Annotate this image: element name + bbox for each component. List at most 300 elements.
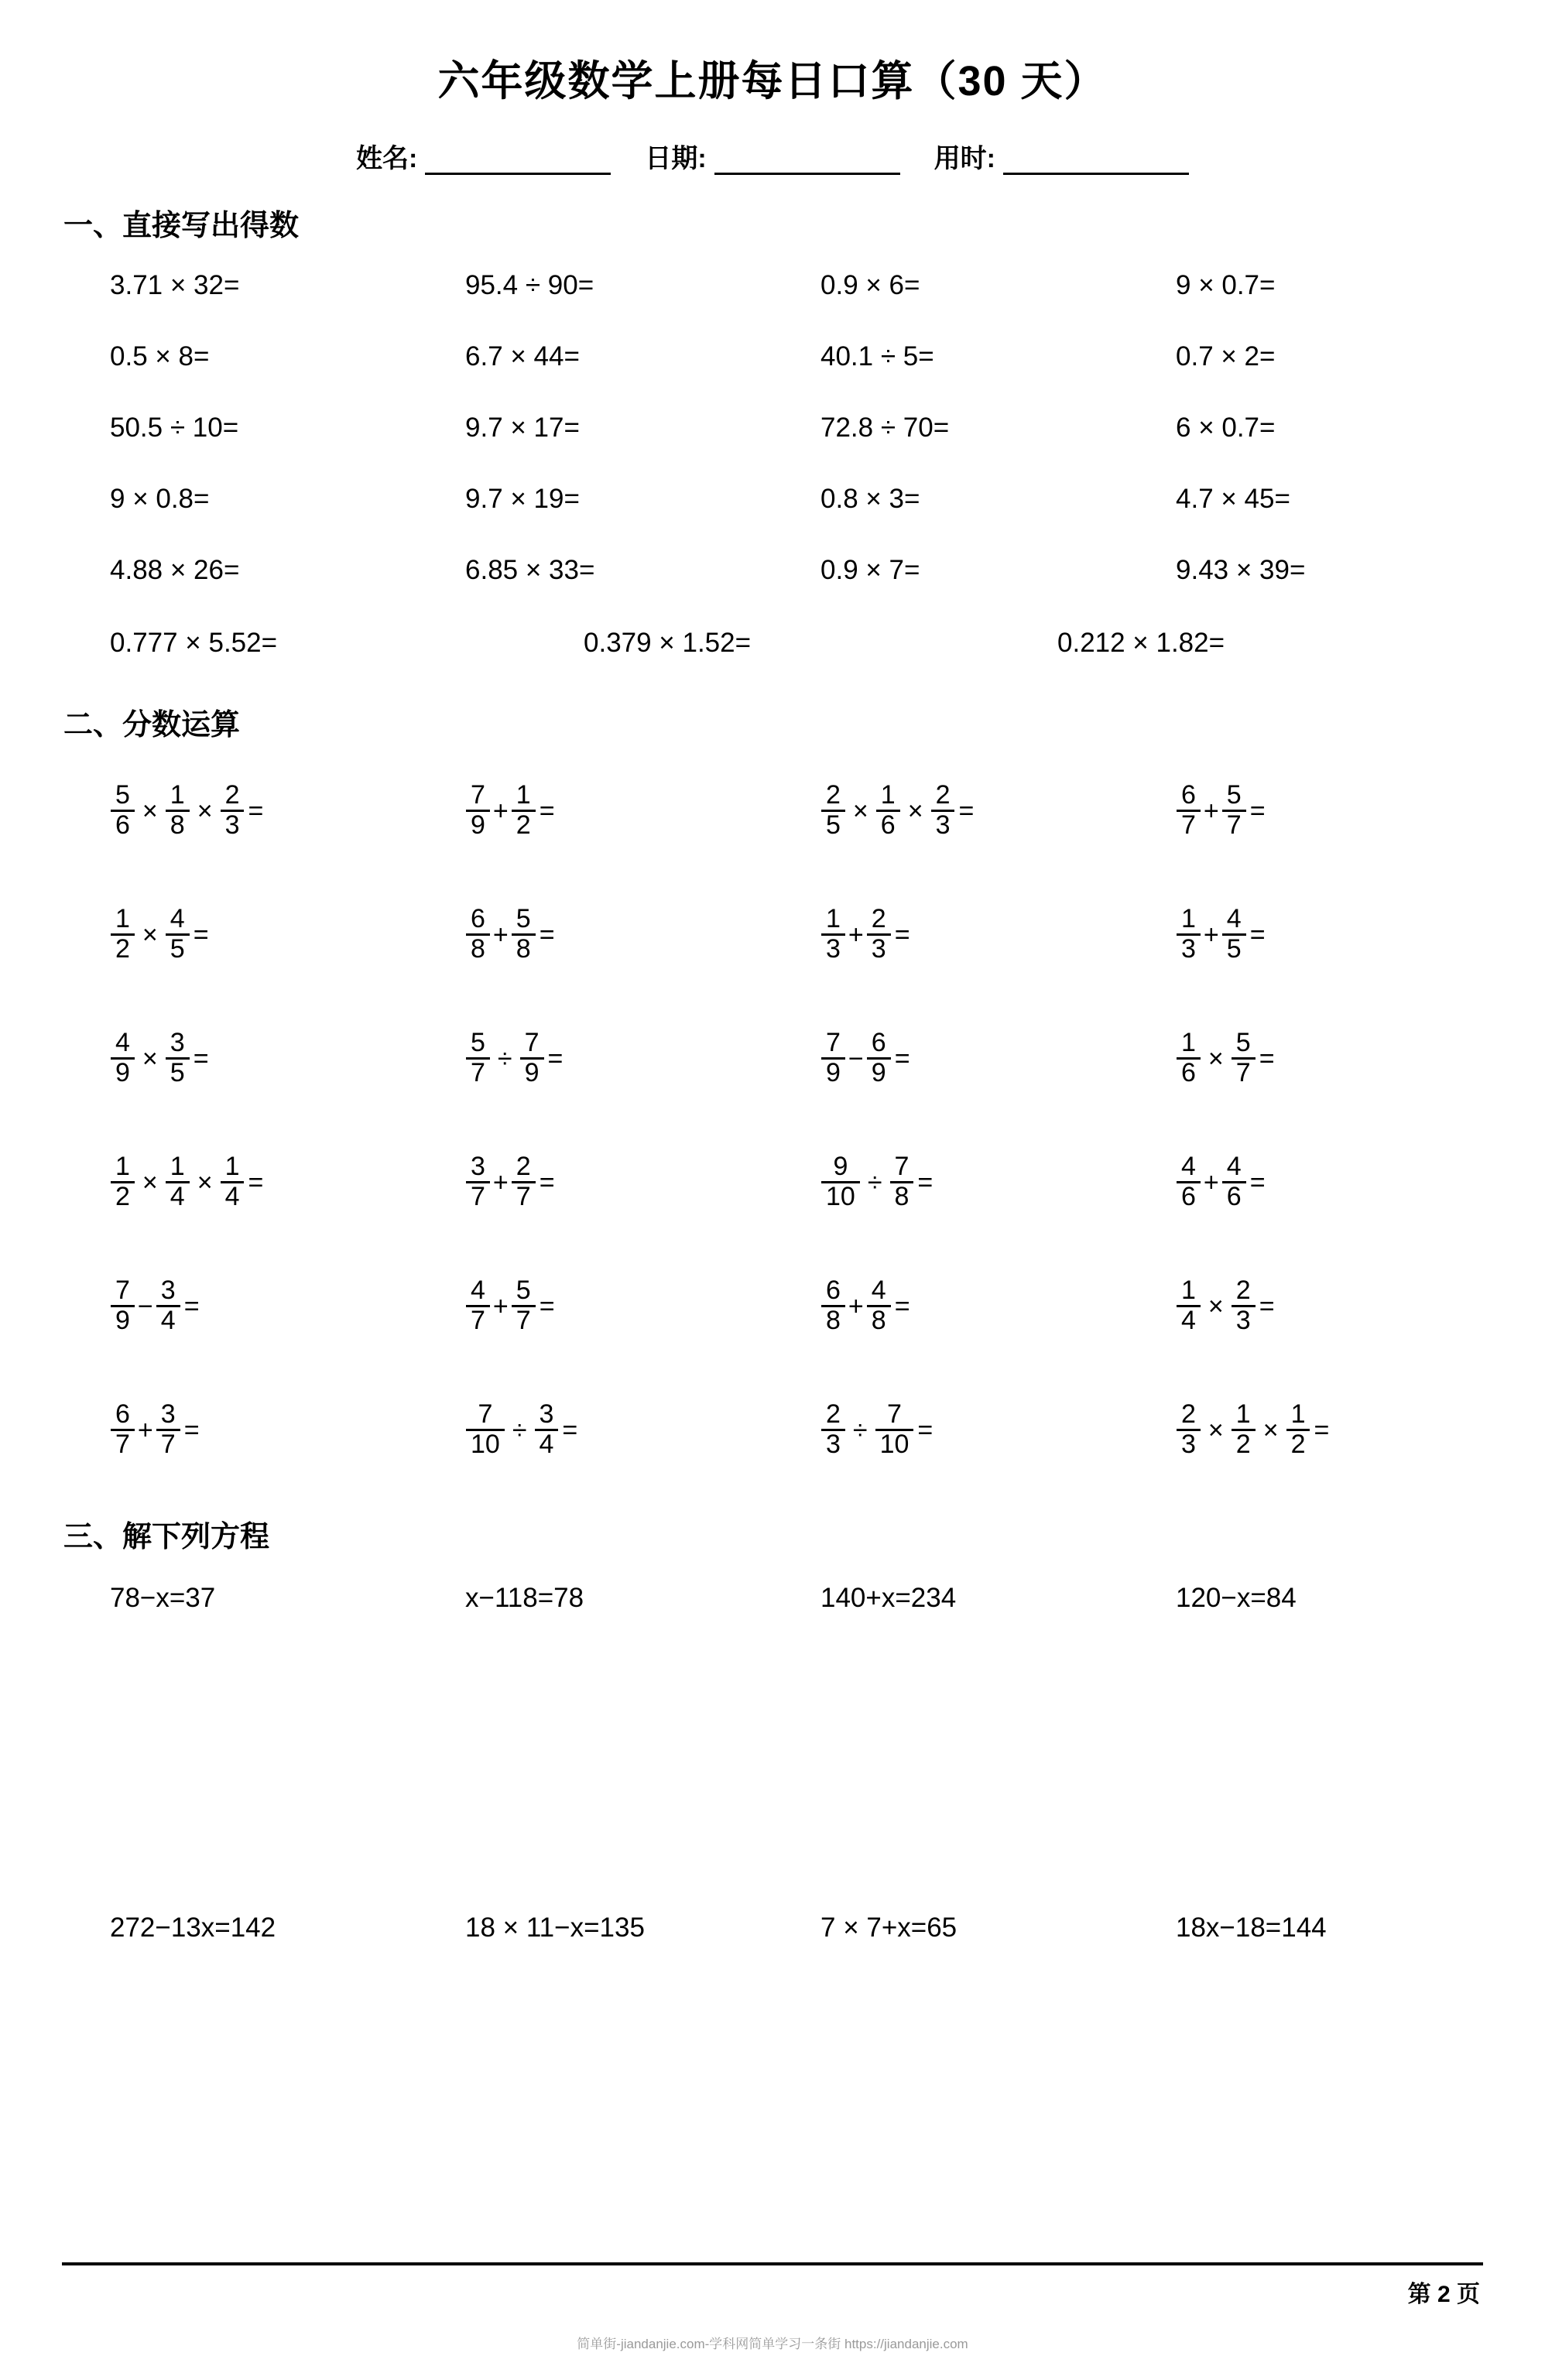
fraction-problem-item xyxy=(417,1121,772,1245)
fraction-denominator: 8 xyxy=(166,810,190,839)
name-label: 姓名: xyxy=(356,144,418,173)
fraction xyxy=(821,1277,845,1334)
fraction-numerator: 1 xyxy=(516,780,531,810)
problem-item: 0.7 × 2= xyxy=(1176,341,1276,372)
fraction-denominator: 5 xyxy=(166,1057,190,1087)
fraction-expression xyxy=(1176,1278,1275,1335)
fraction-denominator: 3 xyxy=(1177,933,1201,963)
equals-sign: = xyxy=(248,796,264,826)
fraction-denominator: 3 xyxy=(221,810,245,839)
fraction-denominator: 2 xyxy=(1286,1429,1310,1458)
equation-item: 140+x=234 xyxy=(820,1583,957,1613)
fraction-expression xyxy=(820,1030,910,1087)
fraction xyxy=(166,906,190,963)
fraction xyxy=(166,1153,190,1211)
problem-item: 9.43 × 39= xyxy=(1176,555,1306,585)
fraction-problem-item xyxy=(1128,1245,1483,1368)
fraction-expression xyxy=(465,1154,555,1211)
fraction-expression xyxy=(820,1399,934,1459)
fraction xyxy=(1222,906,1246,963)
fraction xyxy=(221,782,245,839)
fraction-numerator: 3 xyxy=(539,1399,554,1430)
problem-item: 50.5 ÷ 10= xyxy=(110,413,239,443)
section-1-heading: 一、直接写出得数 xyxy=(63,210,300,242)
fraction-numerator: 3 xyxy=(170,1028,185,1058)
fraction-problem-item xyxy=(62,997,417,1121)
fraction xyxy=(821,1401,845,1458)
fraction-numerator: 1 xyxy=(1290,1399,1306,1430)
fraction-denominator: 6 xyxy=(1177,1057,1201,1087)
fraction xyxy=(875,1401,914,1458)
section-1-grid-wide xyxy=(62,606,1483,680)
fraction-problem-item xyxy=(772,1245,1128,1368)
fraction xyxy=(466,1401,505,1458)
operator: + xyxy=(137,1415,153,1445)
fraction xyxy=(821,782,845,839)
fraction-denominator: 4 xyxy=(1177,1305,1201,1334)
fraction xyxy=(535,1401,559,1458)
fraction-expression xyxy=(820,782,974,840)
fraction-denominator: 10 xyxy=(821,1181,860,1211)
fraction xyxy=(1232,1277,1256,1334)
operator: ÷ xyxy=(497,1043,512,1074)
fraction-denominator: 3 xyxy=(867,933,891,963)
fraction-numerator: 1 xyxy=(1181,1276,1196,1306)
equals-sign: = xyxy=(539,919,555,950)
fraction-numerator: 4 xyxy=(1181,1152,1196,1182)
fraction-denominator: 3 xyxy=(1177,1429,1201,1458)
fraction-problem-item xyxy=(62,873,417,997)
fraction xyxy=(931,782,955,839)
fraction-problem-item xyxy=(1128,873,1483,997)
operator: × xyxy=(142,1167,158,1197)
fraction-denominator: 3 xyxy=(1232,1305,1256,1334)
fraction xyxy=(867,1277,891,1334)
fraction-numerator: 6 xyxy=(115,1399,130,1430)
operator: ÷ xyxy=(512,1415,527,1445)
fraction-numerator: 2 xyxy=(1181,1399,1196,1430)
problem-item: 0.379 × 1.52= xyxy=(584,628,752,658)
fraction-problem-item xyxy=(772,749,1128,873)
fraction-problem-item xyxy=(1128,749,1483,873)
fraction-denominator: 7 xyxy=(466,1305,490,1334)
fraction xyxy=(512,906,536,963)
fraction-numerator: 5 xyxy=(516,904,531,934)
fraction-denominator: 5 xyxy=(1222,933,1246,963)
problem-item: 9 × 0.8= xyxy=(110,484,210,514)
fraction-numerator: 2 xyxy=(1235,1276,1251,1306)
problem-item: 40.1 ÷ 5= xyxy=(820,341,934,372)
equation-item: 78−x=37 xyxy=(110,1583,216,1613)
fraction-numerator: 9 xyxy=(833,1152,848,1182)
fraction-denominator: 9 xyxy=(111,1305,135,1334)
fraction-denominator: 2 xyxy=(1232,1429,1256,1458)
operator: × xyxy=(197,796,213,826)
date-field-group xyxy=(645,137,899,175)
operator: + xyxy=(1203,1167,1219,1197)
equation-item: 272−13x=142 xyxy=(110,1913,276,1943)
equals-sign: = xyxy=(1314,1415,1330,1445)
fraction-denominator: 8 xyxy=(512,933,536,963)
fraction-numerator: 5 xyxy=(516,1276,531,1306)
fraction-numerator: 1 xyxy=(224,1152,240,1182)
operator: + xyxy=(492,919,509,950)
fraction-expression xyxy=(110,1154,263,1211)
fraction-denominator: 4 xyxy=(156,1305,180,1334)
fraction-denominator: 7 xyxy=(1222,810,1246,839)
fraction-denominator: 7 xyxy=(111,1429,135,1458)
page-number: 第 2 页 xyxy=(1407,2282,1480,2307)
operator: + xyxy=(1203,796,1219,826)
fraction-denominator: 7 xyxy=(466,1181,490,1211)
fraction xyxy=(520,1029,544,1087)
section-3-grid-row-1 xyxy=(62,1561,1483,1635)
fraction xyxy=(111,906,135,963)
fraction-numerator: 1 xyxy=(880,780,896,810)
fraction-numerator: 7 xyxy=(894,1152,910,1182)
fraction xyxy=(821,1153,860,1211)
operator: + xyxy=(848,919,864,950)
fraction-expression xyxy=(1176,906,1266,964)
operator: + xyxy=(848,1291,864,1321)
section-2-grid xyxy=(62,749,1483,1492)
fraction-problem-item xyxy=(62,1121,417,1245)
fraction xyxy=(111,1153,135,1211)
fraction-numerator: 4 xyxy=(1226,1152,1242,1182)
fraction-denominator: 3 xyxy=(931,810,955,839)
fraction-numerator: 1 xyxy=(1235,1399,1251,1430)
fraction xyxy=(221,1153,245,1211)
fraction-numerator: 2 xyxy=(224,780,240,810)
fraction-numerator: 7 xyxy=(115,1276,130,1306)
equals-sign: = xyxy=(917,1167,934,1197)
fraction-expression xyxy=(110,1399,200,1459)
operator: + xyxy=(492,796,509,826)
section-3-grid-row-2 xyxy=(62,1891,1483,1965)
fraction-expression xyxy=(110,782,263,840)
fraction-problem-item xyxy=(417,1368,772,1492)
fraction-problem-item xyxy=(417,873,772,997)
fraction-expression xyxy=(820,1154,933,1211)
fraction-numerator: 2 xyxy=(935,780,951,810)
fraction-expression xyxy=(1176,1399,1330,1459)
fraction-expression xyxy=(1176,1030,1275,1087)
operator: − xyxy=(848,1043,864,1074)
fraction-numerator: 1 xyxy=(1181,1028,1196,1058)
fraction-denominator: 6 xyxy=(1177,1181,1201,1211)
problem-item: 9.7 × 19= xyxy=(465,484,580,514)
fraction xyxy=(1177,906,1201,963)
fraction-denominator: 4 xyxy=(535,1429,559,1458)
fraction-expression xyxy=(820,1278,910,1335)
fraction xyxy=(890,1153,914,1211)
fraction-denominator: 8 xyxy=(867,1305,891,1334)
fraction-denominator: 9 xyxy=(520,1057,544,1087)
fraction-denominator: 3 xyxy=(821,1429,845,1458)
fraction-denominator: 2 xyxy=(512,810,536,839)
date-label: 日期: xyxy=(645,144,707,173)
date-input[interactable] xyxy=(714,146,900,175)
fraction-numerator: 4 xyxy=(471,1276,485,1306)
fraction-denominator: 7 xyxy=(466,1057,490,1087)
operator: ÷ xyxy=(867,1167,882,1197)
fraction-denominator: 5 xyxy=(166,933,190,963)
fraction-denominator: 9 xyxy=(867,1057,891,1087)
fraction-denominator: 7 xyxy=(156,1429,180,1458)
fraction-denominator: 6 xyxy=(876,810,900,839)
problem-item: 95.4 ÷ 90= xyxy=(465,270,594,300)
equals-sign: = xyxy=(183,1291,200,1321)
fraction-denominator: 2 xyxy=(111,1181,135,1211)
fraction xyxy=(1222,1153,1246,1211)
problem-item: 9.7 × 17= xyxy=(465,413,580,443)
fraction xyxy=(1286,1401,1310,1458)
fraction-numerator: 6 xyxy=(471,904,485,934)
fraction xyxy=(512,1153,536,1211)
equation-item: 18x−18=144 xyxy=(1176,1913,1327,1943)
operator: ÷ xyxy=(852,1415,868,1445)
fraction-numerator: 4 xyxy=(170,904,185,934)
fraction-expression xyxy=(465,1030,563,1087)
fraction-numerator: 1 xyxy=(170,1152,185,1182)
fraction xyxy=(1232,1401,1256,1458)
operator: + xyxy=(1203,919,1219,950)
fraction-denominator: 8 xyxy=(821,1305,845,1334)
fraction xyxy=(156,1401,180,1458)
fraction xyxy=(1177,1401,1201,1458)
fraction-numerator: 7 xyxy=(887,1399,902,1430)
section-2-heading: 二、分数运算 xyxy=(63,709,241,741)
fraction-denominator: 10 xyxy=(466,1429,505,1458)
fraction-denominator: 3 xyxy=(821,933,845,963)
fraction xyxy=(867,906,891,963)
fraction-problem-item xyxy=(417,749,772,873)
problem-item: 0.9 × 6= xyxy=(820,270,920,300)
fraction xyxy=(1232,1029,1256,1087)
fraction-numerator: 7 xyxy=(478,1399,493,1430)
fraction xyxy=(111,782,135,839)
problem-item: 6.7 × 44= xyxy=(465,341,580,372)
equals-sign: = xyxy=(1249,796,1266,826)
fraction xyxy=(111,1277,135,1334)
equals-sign: = xyxy=(894,919,910,950)
fraction xyxy=(111,1401,135,1458)
fraction-numerator: 4 xyxy=(871,1276,886,1306)
fraction-numerator: 7 xyxy=(471,780,485,810)
student-info-row xyxy=(62,120,1483,181)
fraction-numerator: 1 xyxy=(1181,904,1196,934)
time-input[interactable] xyxy=(1003,146,1189,175)
fraction-numerator: 6 xyxy=(1181,780,1196,810)
fraction-numerator: 3 xyxy=(160,1276,176,1306)
fraction xyxy=(166,782,190,839)
fraction xyxy=(821,1029,845,1087)
fraction-numerator: 2 xyxy=(516,1152,531,1182)
section-3-heading: 三、解下列方程 xyxy=(63,1521,270,1553)
fraction xyxy=(512,1277,536,1334)
equals-sign: = xyxy=(958,796,975,826)
fraction-problem-item xyxy=(62,749,417,873)
fraction-expression xyxy=(465,782,555,840)
operator: + xyxy=(492,1167,509,1197)
equals-sign: = xyxy=(248,1167,264,1197)
problem-item: 4.7 × 45= xyxy=(1176,484,1290,514)
problem-item: 72.8 ÷ 70= xyxy=(820,413,950,443)
fraction-numerator: 1 xyxy=(170,780,185,810)
equals-sign: = xyxy=(1249,919,1266,950)
fraction-denominator: 6 xyxy=(111,810,135,839)
fraction-denominator: 8 xyxy=(466,933,490,963)
fraction-numerator: 5 xyxy=(115,780,130,810)
fraction-problem-item xyxy=(417,1245,772,1368)
fraction-expression xyxy=(110,1278,200,1335)
fraction-numerator: 5 xyxy=(1226,780,1242,810)
problem-item: 0.777 × 5.52= xyxy=(110,628,278,658)
time-field-group xyxy=(934,137,1189,175)
fraction-denominator: 9 xyxy=(466,810,490,839)
problem-item: 0.8 × 3= xyxy=(820,484,920,514)
equation-item: 120−x=84 xyxy=(1176,1583,1297,1613)
fraction-denominator: 8 xyxy=(890,1181,914,1211)
equals-sign: = xyxy=(1259,1043,1275,1074)
fraction xyxy=(867,1029,891,1087)
fraction-denominator: 7 xyxy=(1177,810,1201,839)
equals-sign: = xyxy=(193,1043,209,1074)
fraction-expression xyxy=(820,906,910,964)
fraction-numerator: 7 xyxy=(524,1028,540,1058)
fraction-problem-item xyxy=(1128,1368,1483,1492)
fraction-numerator: 5 xyxy=(1235,1028,1251,1058)
footer-divider xyxy=(62,2262,1483,2265)
equals-sign: = xyxy=(894,1291,910,1321)
equals-sign: = xyxy=(193,919,209,950)
operator: × xyxy=(907,796,923,826)
fraction-numerator: 4 xyxy=(1226,904,1242,934)
problem-item: 3.71 × 32= xyxy=(110,270,240,300)
equals-sign: = xyxy=(562,1415,578,1445)
fraction-denominator: 6 xyxy=(1222,1181,1246,1211)
operator: × xyxy=(142,919,158,950)
fraction-problem-item xyxy=(772,873,1128,997)
page-title: 六年级数学上册每日口算（30 天） xyxy=(437,58,1108,104)
fraction-problem-item xyxy=(1128,1121,1483,1245)
fraction-expression xyxy=(1176,1154,1266,1211)
problem-item: 0.212 × 1.82= xyxy=(1057,628,1225,658)
fraction-problem-item xyxy=(417,997,772,1121)
fraction-denominator: 9 xyxy=(821,1057,845,1087)
fraction-expression xyxy=(465,1399,578,1459)
problem-item: 9 × 0.7= xyxy=(1176,270,1276,300)
fraction-problem-item xyxy=(1128,997,1483,1121)
fraction xyxy=(466,1277,490,1334)
equation-item: 18 × 11−x=135 xyxy=(465,1913,645,1943)
fraction-numerator: 1 xyxy=(115,904,130,934)
fraction-problem-item xyxy=(772,997,1128,1121)
fraction xyxy=(466,906,490,963)
fraction-problem-item xyxy=(62,1368,417,1492)
fraction-numerator: 2 xyxy=(826,780,841,810)
equals-sign: = xyxy=(539,1291,555,1321)
fraction-expression xyxy=(465,906,555,964)
fraction-numerator: 5 xyxy=(471,1028,485,1058)
equals-sign: = xyxy=(1249,1167,1266,1197)
operator: × xyxy=(852,796,868,826)
operator: − xyxy=(137,1291,153,1321)
answer-workspace-2 xyxy=(62,1965,1483,2221)
fraction xyxy=(156,1277,180,1334)
fraction-numerator: 1 xyxy=(115,1152,130,1182)
time-label: 用时: xyxy=(934,144,995,173)
fraction xyxy=(512,782,536,839)
equals-sign: = xyxy=(1259,1291,1275,1321)
problem-item: 0.5 × 8= xyxy=(110,341,210,372)
operator: × xyxy=(142,796,158,826)
fraction-numerator: 7 xyxy=(826,1028,841,1058)
fraction xyxy=(1222,782,1246,839)
fraction xyxy=(1177,1277,1201,1334)
fraction-problem-item xyxy=(772,1121,1128,1245)
problem-item: 6 × 0.7= xyxy=(1176,413,1276,443)
equals-sign: = xyxy=(917,1415,934,1445)
fraction xyxy=(1177,782,1201,839)
fraction-numerator: 2 xyxy=(826,1399,841,1430)
operator: × xyxy=(1208,1291,1224,1321)
fraction-expression xyxy=(465,1278,555,1335)
fraction xyxy=(466,782,490,839)
equation-item: x−118=78 xyxy=(465,1583,584,1613)
operator: × xyxy=(1262,1415,1279,1445)
fraction-numerator: 6 xyxy=(871,1028,886,1058)
equals-sign: = xyxy=(539,796,555,826)
fraction xyxy=(876,782,900,839)
equals-sign: = xyxy=(539,1167,555,1197)
fraction-denominator: 7 xyxy=(512,1181,536,1211)
fraction-numerator: 3 xyxy=(160,1399,176,1430)
fraction-denominator: 4 xyxy=(166,1181,190,1211)
problem-item: 0.9 × 7= xyxy=(820,555,920,585)
operator: + xyxy=(492,1291,509,1321)
fraction-denominator: 7 xyxy=(512,1305,536,1334)
operator: × xyxy=(197,1167,213,1197)
fraction xyxy=(1177,1029,1201,1087)
fraction-expression xyxy=(110,1030,209,1087)
fraction-denominator: 2 xyxy=(111,933,135,963)
fraction xyxy=(166,1029,190,1087)
name-input[interactable] xyxy=(425,146,611,175)
fraction xyxy=(466,1153,490,1211)
fraction xyxy=(821,906,845,963)
fraction-numerator: 6 xyxy=(826,1276,841,1306)
fraction xyxy=(1177,1153,1201,1211)
operator: × xyxy=(1208,1415,1224,1445)
fraction-problem-item xyxy=(772,1368,1128,1492)
watermark-text: 简单街-jiandanjie.com-学科网简单学习一条街 https://jiandanjie.com xyxy=(577,2337,968,2351)
answer-workspace-1 xyxy=(62,1635,1483,1891)
fraction-numerator: 2 xyxy=(871,904,886,934)
fraction-numerator: 3 xyxy=(471,1152,485,1182)
equals-sign: = xyxy=(894,1043,910,1074)
equals-sign: = xyxy=(183,1415,200,1445)
fraction xyxy=(111,1029,135,1087)
fraction xyxy=(466,1029,490,1087)
fraction-denominator: 5 xyxy=(821,810,845,839)
equals-sign: = xyxy=(547,1043,564,1074)
fraction-numerator: 4 xyxy=(115,1028,130,1058)
problem-item: 6.85 × 33= xyxy=(465,555,595,585)
operator: × xyxy=(142,1043,158,1074)
operator: × xyxy=(1208,1043,1224,1074)
name-field-group xyxy=(356,137,611,175)
